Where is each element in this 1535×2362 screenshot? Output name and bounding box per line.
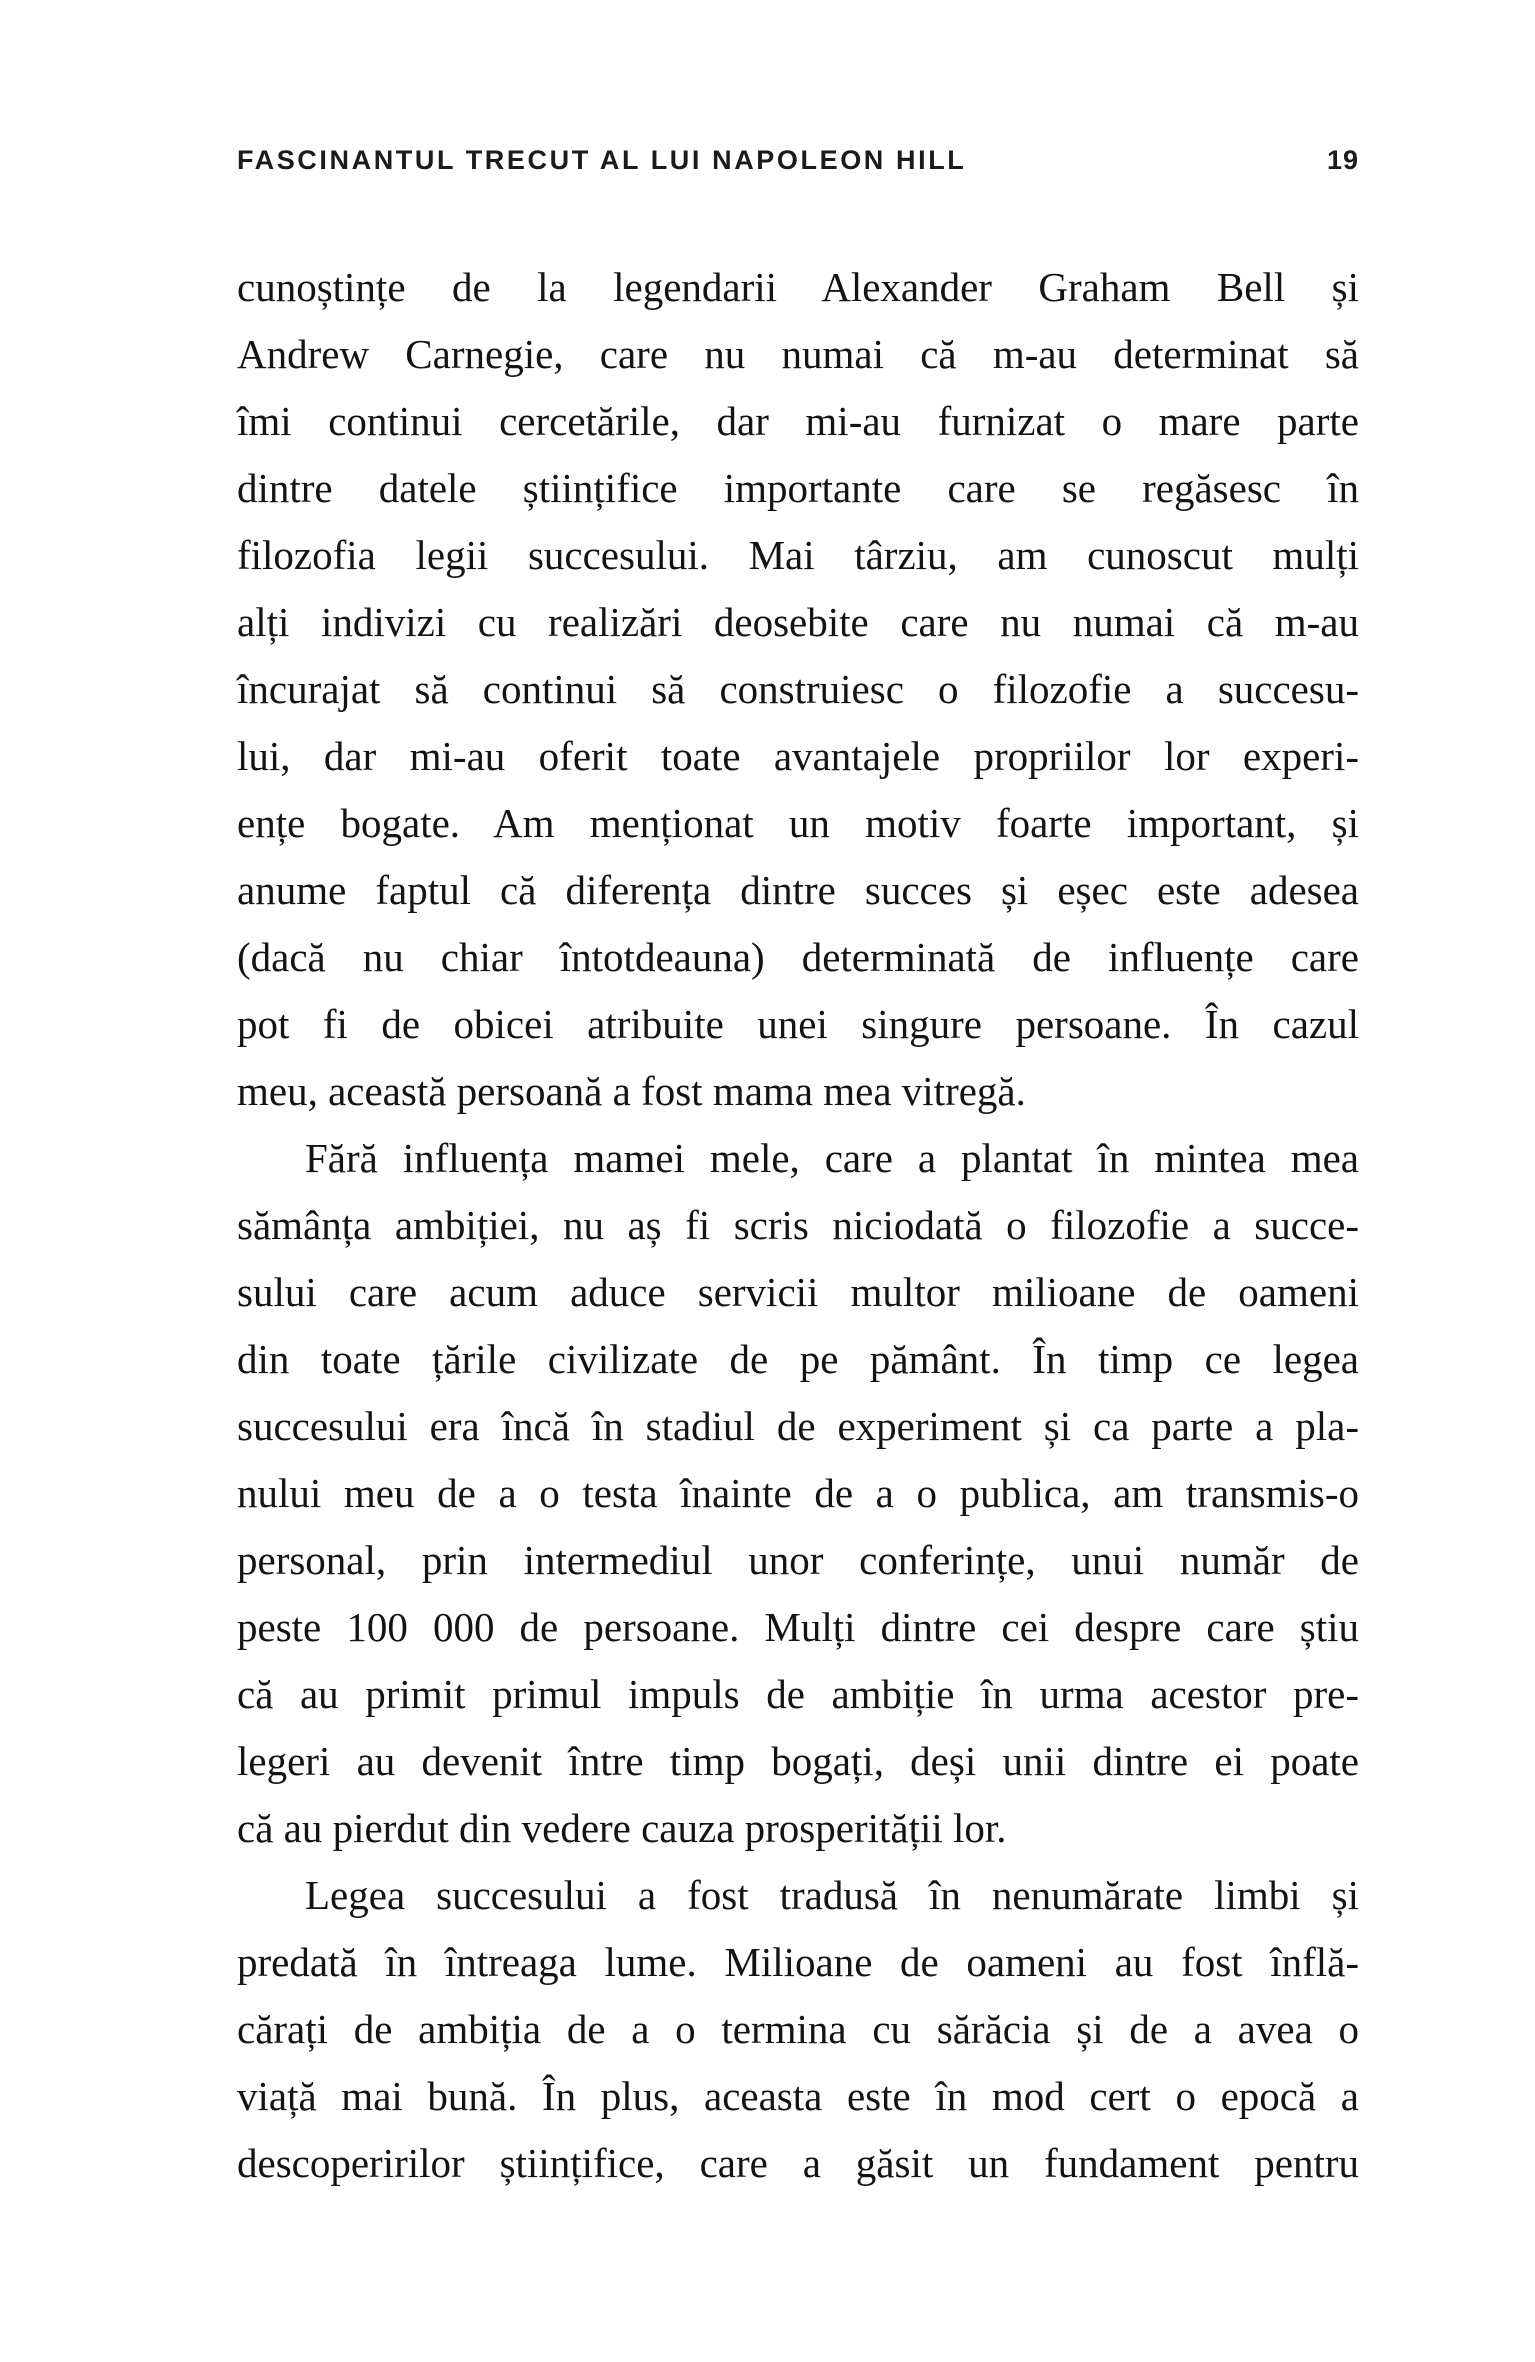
text-line: predată în întreaga lume. Milioane de oameni au fost înflă- [237,1939,1359,1985]
text-line: Legea succesului a fost tradusă în nenumărate limbi și [305,1872,1359,1918]
text-line: lui, dar mi-au oferit toate avantajele propriilor lor experi- [237,733,1359,779]
text-line: peste 100 000 de persoane. Mulți dintre cei despre care știu [237,1604,1359,1650]
text-line: viață mai bună. În plus, aceasta este în mod cert o epocă a [237,2073,1359,2119]
text-line: alți indivizi cu realizări deosebite care nu numai că m-au [237,599,1359,645]
text-line: cărați de ambiția de a o termina cu sărăcia și de a avea o [237,2006,1359,2052]
running-header [237,144,1359,176]
text-line: că au pierdut din vedere cauza prosperității lor. [237,1805,1007,1851]
text-line: din toate țările civilizate de pe pământ. În timp ce legea [237,1336,1359,1382]
text-line: sului care acum aduce servicii multor milioane de oameni [237,1269,1359,1315]
text-line: nului meu de a o testa înainte de a o publica, am transmis-o [237,1470,1359,1516]
text-line: meu, această persoană a fost mama mea vitregă. [237,1068,1026,1114]
text-line: Fără influența mamei mele, care a plantat în mintea mea [305,1135,1359,1181]
text-line: pot fi de obicei atribuite unei singure persoane. În cazul [237,1001,1359,1047]
text-line: că au primit primul impuls de ambiție în urma acestor pre- [237,1671,1359,1717]
text-line: succesului era încă în stadiul de experiment și ca parte a pla- [237,1403,1359,1449]
paragraph [237,254,1359,1125]
text-line: dintre datele științifice importante care se regăsesc în [237,465,1359,511]
text-line: îmi continui cercetările, dar mi-au furnizat o mare parte [237,398,1359,444]
text-line: legeri au devenit între timp bogați, deși unii dintre ei poate [237,1738,1359,1784]
text-line: sămânța ambiției, nu aș fi scris niciodată o filozofie a succe- [237,1202,1359,1248]
paragraph [237,1125,1359,1862]
running-header-title: FASCINANTUL TRECUT AL LUI NAPOLEON HILL [237,145,967,175]
text-line: ențe bogate. Am menționat un motiv foarte important, și [237,800,1359,846]
text-line: anume faptul că diferența dintre succes și eșec este adesea [237,867,1359,913]
page-number: 19 [1326,145,1359,175]
paragraph [237,1862,1359,2197]
body-text [237,254,1359,2197]
text-line: încurajat să continui să construiesc o filozofie a succesu- [237,666,1359,712]
text-line: filozofia legii succesului. Mai târziu, am cunoscut mulți [237,532,1359,578]
text-line: cunoștințe de la legendarii Alexander Graham Bell și [237,264,1359,310]
text-line: (dacă nu chiar întotdeauna) determinată de influențe care [237,934,1359,980]
text-line: descoperirilor științifice, care a găsit un fundament pentru [237,2140,1359,2186]
text-line: Andrew Carnegie, care nu numai că m-au determinat să [237,331,1359,377]
text-line: personal, prin intermediul unor conferințe, unui număr de [237,1537,1359,1583]
